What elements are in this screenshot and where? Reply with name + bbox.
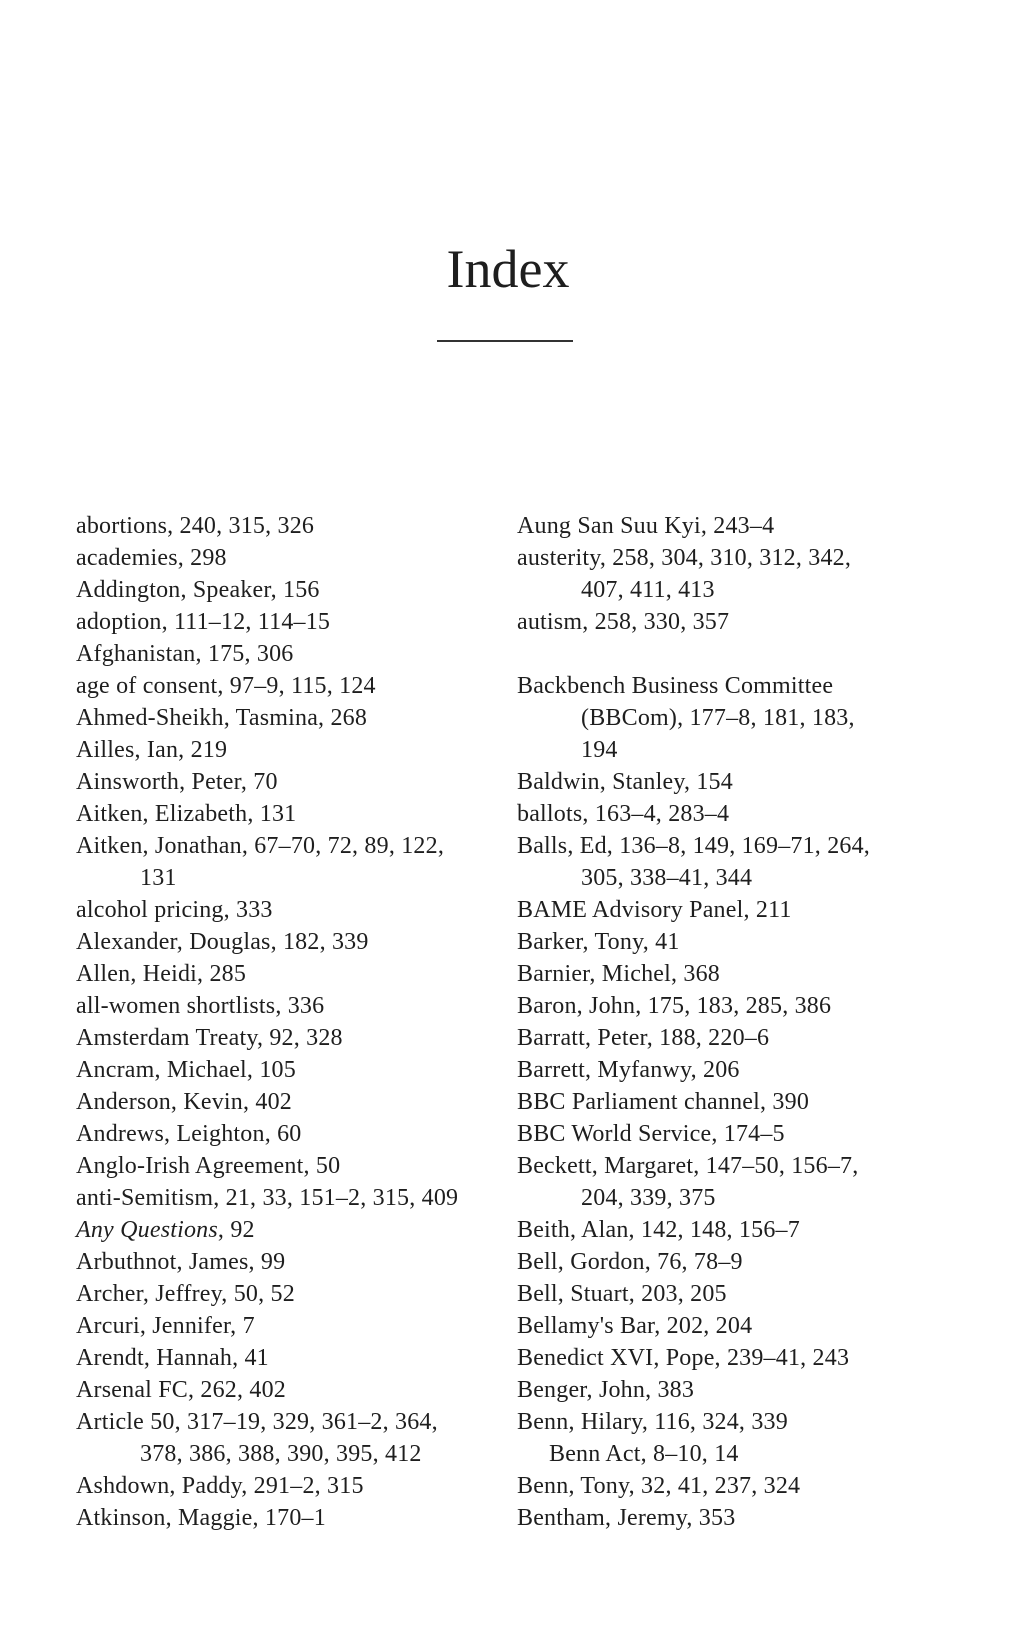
- index-entry: [76, 1022, 496, 1054]
- index-entry: [76, 1246, 496, 1278]
- index-entry-line: Anderson, Kevin, 402: [76, 1089, 292, 1115]
- index-entry-continuation: 378, 386, 388, 390, 395, 412: [140, 1441, 422, 1467]
- index-entry-line: ballots, 163–4, 283–4: [517, 801, 730, 827]
- index-entry-line: Baldwin, Stanley, 154: [517, 769, 733, 795]
- index-entry-continuation: 131: [140, 865, 177, 891]
- page-title: Index: [446, 239, 570, 299]
- index-entry-line: Amsterdam Treaty, 92, 328: [76, 1025, 343, 1051]
- index-entry: [76, 926, 496, 958]
- index-entry: [517, 1374, 957, 1406]
- index-entry-line: Addington, Speaker, 156: [76, 577, 320, 603]
- index-entry-line: BBC Parliament channel, 390: [517, 1089, 810, 1115]
- index-entry: [76, 734, 496, 766]
- index-entry-line: Arbuthnot, James, 99: [76, 1249, 286, 1275]
- index-entry-line: Archer, Jeffrey, 50, 52: [76, 1281, 295, 1307]
- index-entry: [517, 1502, 957, 1534]
- index-subentry: [517, 1438, 957, 1470]
- index-entry: [517, 1022, 957, 1054]
- index-entry-line: Balls, Ed, 136–8, 149, 169–71, 264,: [517, 833, 870, 859]
- index-entry-line: Arcuri, Jennifer, 7: [76, 1313, 255, 1339]
- index-entry: [517, 1214, 957, 1246]
- index-entry-line: Bentham, Jeremy, 353: [517, 1505, 736, 1531]
- index-entry: [76, 638, 496, 670]
- index-entry: [76, 766, 496, 798]
- index-entry-line: Backbench Business Committee: [517, 673, 834, 699]
- index-entry: [76, 1054, 496, 1086]
- index-entry: [517, 1086, 957, 1118]
- index-entry: [76, 510, 496, 542]
- index-entry-line: Ahmed-Sheikh, Tasmina, 268: [76, 705, 368, 731]
- index-entry-line: Afghanistan, 175, 306: [76, 641, 294, 667]
- index-entry-line: academies, 298: [76, 545, 227, 571]
- index-entry-line: Andrews, Leighton, 60: [76, 1121, 302, 1147]
- index-entry-line: Ashdown, Paddy, 291–2, 315: [76, 1473, 364, 1499]
- index-entry: [76, 830, 496, 894]
- index-entry-line: all-women shortlists, 336: [76, 993, 325, 1019]
- index-entry: [517, 1118, 957, 1150]
- index-entry: [517, 766, 957, 798]
- index-column-right: [517, 510, 957, 1534]
- index-entry-line: austerity, 258, 304, 310, 312, 342,: [517, 545, 852, 571]
- index-entry-line: Ainsworth, Peter, 70: [76, 769, 278, 795]
- index-entry: [517, 830, 957, 894]
- index-entry: [76, 1278, 496, 1310]
- index-column-left: [76, 510, 496, 1534]
- index-entry: [76, 670, 496, 702]
- index-entry: [76, 1182, 496, 1214]
- index-entry-line: Article 50, 317–19, 329, 361–2, 364,: [76, 1409, 438, 1435]
- index-entry-line: age of consent, 97–9, 115, 124: [76, 673, 376, 699]
- index-entry: [76, 542, 496, 574]
- index-entry-continuation: 305, 338–41, 344: [581, 865, 753, 891]
- index-entry-line: Benn, Hilary, 116, 324, 339: [517, 1409, 788, 1435]
- index-entry: [517, 990, 957, 1022]
- index-entry: [76, 894, 496, 926]
- index-entry: [76, 990, 496, 1022]
- index-entry-line: Arsenal FC, 262, 402: [76, 1377, 286, 1403]
- index-entry-line: Arendt, Hannah, 41: [76, 1345, 269, 1371]
- index-entry-line: adoption, 111–12, 114–15: [76, 609, 331, 635]
- index-entry: [76, 1310, 496, 1342]
- index-entry-continuation: 194: [581, 737, 618, 763]
- index-entry: [517, 542, 957, 606]
- index-entry: [76, 606, 496, 638]
- index-entry-line: BAME Advisory Panel, 211: [517, 897, 792, 923]
- index-entry: [517, 606, 957, 638]
- index-entry: [517, 670, 957, 766]
- index-entry-line: Benn, Tony, 32, 41, 237, 324: [517, 1473, 801, 1499]
- index-entry-line: Beckett, Margaret, 147–50, 156–7,: [517, 1153, 859, 1179]
- index-entry: [517, 1054, 957, 1086]
- index-entry: [517, 958, 957, 990]
- index-entry-line: Anglo-Irish Agreement, 50: [76, 1153, 341, 1179]
- index-entry: [76, 798, 496, 830]
- index-entry: [517, 1406, 957, 1438]
- index-entry: [517, 1278, 957, 1310]
- index-entry: [517, 798, 957, 830]
- index-entry: [517, 1246, 957, 1278]
- index-entry-line: Barratt, Peter, 188, 220–6: [517, 1025, 770, 1051]
- index-entry: [517, 1150, 957, 1214]
- index-entry: [517, 1342, 957, 1374]
- index-entry-line: Bell, Stuart, 203, 205: [517, 1281, 727, 1307]
- index-entry-continuation: (BBCom), 177–8, 181, 183,: [581, 705, 855, 731]
- index-entry: [517, 1310, 957, 1342]
- index-entry-line: Benn Act, 8–10, 14: [549, 1441, 739, 1467]
- index-entry-line: Beith, Alan, 142, 148, 156–7: [517, 1217, 800, 1243]
- index-entry-line: Benger, John, 383: [517, 1377, 695, 1403]
- index-entry-title: Any Questions: [76, 1217, 218, 1243]
- index-entry-line: alcohol pricing, 333: [76, 897, 273, 923]
- index-entry: [76, 1502, 496, 1534]
- index-entry-line: anti-Semitism, 21, 33, 151–2, 315, 409: [76, 1185, 459, 1211]
- index-entry-line: Atkinson, Maggie, 170–1: [76, 1505, 326, 1531]
- index-entry: [76, 1086, 496, 1118]
- index-entry: [76, 574, 496, 606]
- index-entry-line: Benedict XVI, Pope, 239–41, 243: [517, 1345, 850, 1371]
- index-entry: [76, 1118, 496, 1150]
- index-entry-line: Barnier, Michel, 368: [517, 961, 720, 987]
- index-entry-line: Aitken, Jonathan, 67–70, 72, 89, 122,: [76, 833, 445, 859]
- index-entry-continuation: 204, 339, 375: [581, 1185, 716, 1211]
- index-entry-line: Alexander, Douglas, 182, 339: [76, 929, 369, 955]
- index-entry-line: Allen, Heidi, 285: [76, 961, 247, 987]
- index-entry: [76, 1342, 496, 1374]
- index-entry-line: Aitken, Elizabeth, 131: [76, 801, 297, 827]
- index-entry-line: Ailles, Ian, 219: [76, 737, 228, 763]
- index-entry: [76, 1214, 496, 1246]
- index-entry-pages: , 92: [217, 1217, 255, 1243]
- index-entry: [76, 1470, 496, 1502]
- index-entry: [517, 894, 957, 926]
- index-entry: [517, 926, 957, 958]
- index-entry-line: BBC World Service, 174–5: [517, 1121, 785, 1147]
- index-entry: [76, 702, 496, 734]
- index-entry-line: abortions, 240, 315, 326: [76, 513, 315, 539]
- index-entry-line: Ancram, Michael, 105: [76, 1057, 296, 1083]
- index-entry-line: Baron, John, 175, 183, 285, 386: [517, 993, 832, 1019]
- index-entry-line: Barrett, Myfanwy, 206: [517, 1057, 740, 1083]
- index-entry-line: autism, 258, 330, 357: [517, 609, 730, 635]
- index-entry: [76, 1150, 496, 1182]
- index-entry-line: Bell, Gordon, 76, 78–9: [517, 1249, 743, 1275]
- index-entry-continuation: 407, 411, 413: [581, 577, 715, 603]
- title-rule-divider: [437, 340, 573, 342]
- index-entry-line: Aung San Suu Kyi, 243–4: [517, 513, 775, 539]
- index-entry: [517, 1470, 957, 1502]
- index-entry-line: Bellamy's Bar, 202, 204: [517, 1313, 753, 1339]
- index-entry-line: Barker, Tony, 41: [517, 929, 680, 955]
- index-entry: [517, 510, 957, 542]
- index-entry-line: [76, 1214, 496, 1246]
- index-entry: [76, 958, 496, 990]
- index-entry: [76, 1374, 496, 1406]
- index-entry: [76, 1406, 496, 1470]
- section-gap: [517, 638, 957, 670]
